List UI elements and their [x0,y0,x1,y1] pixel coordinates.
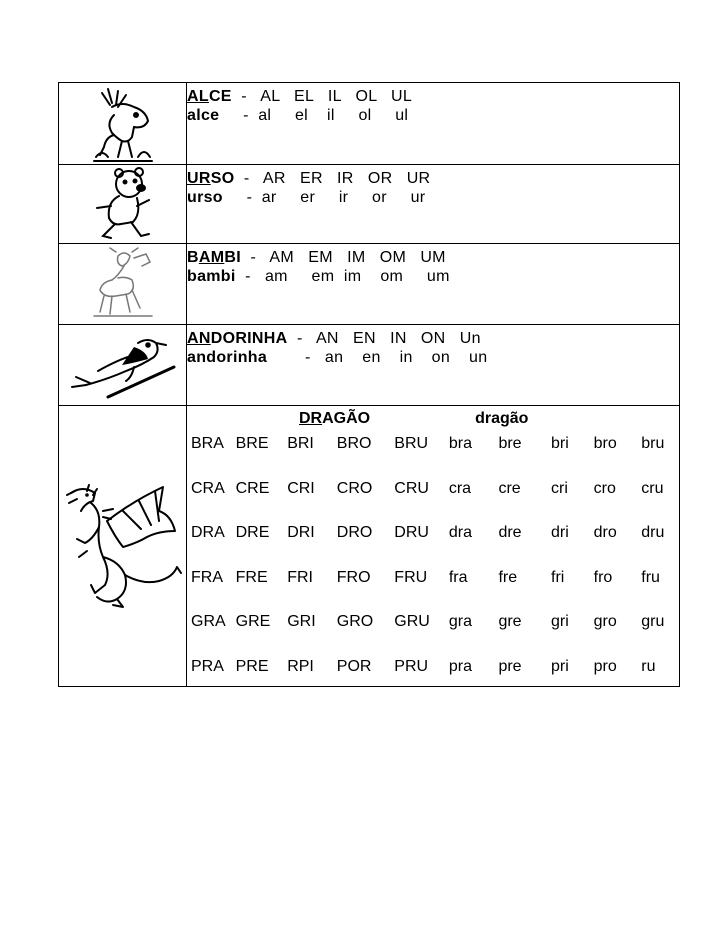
picture-cell [59,406,187,687]
syllable: DRI [287,524,315,541]
picture-cell [59,165,187,244]
uppercase-line [187,169,679,188]
word-lower: andorinha [187,349,268,366]
syllable: fre [498,568,518,586]
syllable: gri [551,613,569,630]
syllable: pra [448,657,472,675]
syllable: DRA [191,524,225,541]
syllable: BRE [235,435,269,452]
lowercase-line [187,348,679,367]
text-cell [187,406,680,687]
picture-cell [59,83,187,165]
lowercase-line [187,106,679,125]
word-rest: SO [210,170,235,187]
syllable: GRI [287,613,316,630]
syllable: DRU [394,524,429,541]
syllable: DRO [336,524,373,541]
syllable: cre [498,479,521,497]
text-cell [187,244,680,325]
syllable: BRA [191,435,224,452]
syllable-list: - AM EM IM OM UM [240,249,446,266]
lowercase-line [187,267,679,286]
uppercase-line [187,329,679,348]
syllable: CRA [191,479,225,497]
syllable-worksheet-table [58,82,680,687]
syllable-list: - AL EL IL OL UL [231,88,413,105]
worksheet-row-alce [59,83,680,165]
picture-cell [59,325,187,406]
worksheet-row-urso [59,165,680,244]
syllable: cra [448,479,472,497]
word-lower: alce [187,107,220,124]
syllable: bra [448,435,472,452]
syllable-list-lower: - al el il ol ul [219,107,409,124]
syllable: GRA [191,613,226,630]
syllable-list-lower: - ar er ir or ur [222,189,426,206]
word-lower: bambi [187,268,236,285]
syllable: gro [593,613,617,630]
bear-icon [87,166,159,242]
syllable: pro [593,657,617,675]
syllable: PRU [394,657,429,675]
text-cell [187,83,680,165]
syllable: bre [498,435,522,452]
syllable: GRO [336,613,374,630]
syllable: gra [448,613,472,630]
syllable: FRO [336,568,371,586]
syllable: dra [448,524,472,541]
syllable-list-lower: - am em im om um [235,268,450,285]
syllable: CRO [336,479,373,497]
fawn-icon [88,246,158,322]
syllable: FRA [191,568,223,586]
word-rest: AGÃO [322,410,371,427]
syllable-row [191,611,671,633]
syllable: bri [551,435,569,452]
word-rest: DORINHA [210,330,288,347]
dragon-icon [63,481,183,611]
syllable: cru [641,479,664,497]
syllable: BRU [394,435,429,452]
worksheet-row-dragao [59,406,680,687]
word-lower: urso [187,189,223,206]
syllable: fra [448,568,468,586]
syllable-row [191,522,671,544]
worksheet-row-bambi [59,244,680,325]
syllable: gru [641,613,665,630]
key-letters: DR [299,410,323,427]
syllable: PRA [191,657,224,675]
word-rest: CE [208,88,232,105]
syllable: FRU [394,568,428,586]
syllable: FRE [235,568,268,586]
syllable: dro [593,524,617,541]
dragon-heading [191,408,671,430]
syllable: BRI [287,435,314,452]
syllable: gre [498,613,522,630]
syllable: GRU [394,613,430,630]
syllable: BRO [336,435,372,452]
syllable: bru [641,435,665,452]
heading-upper [299,408,370,430]
syllable: cri [551,479,568,497]
lowercase-line [187,188,679,207]
uppercase-line [187,248,679,267]
syllable: dre [498,524,522,541]
syllable: CRU [394,479,429,497]
syllable-row [191,567,671,589]
syllable: GRE [235,613,271,630]
syllable: fri [551,568,565,586]
word-prefix: B [187,249,199,266]
key-letters: AL [187,88,209,105]
syllable: fro [593,568,613,586]
syllable-list: - AN EN IN ON Un [287,330,481,347]
syllable: fru [641,568,660,586]
syllable: POR [336,657,372,675]
syllable-row [191,656,671,678]
text-cell [187,325,680,406]
syllable: cro [593,479,616,497]
heading-lower: dragão [475,410,529,427]
syllable: dru [641,524,665,541]
picture-cell [59,244,187,325]
syllable: ru [641,657,656,675]
key-letters: UR [187,170,211,187]
worksheet-row-andorinha [59,325,680,406]
uppercase-line [187,87,679,106]
syllable-row [191,478,671,500]
text-cell [187,165,680,244]
moose-icon [88,85,158,163]
syllable: dri [551,524,569,541]
key-letters: AM [198,249,225,266]
syllable: PRE [235,657,269,675]
key-letters: AN [187,330,211,347]
syllable: CRE [235,479,270,497]
syllable: CRI [287,479,315,497]
syllable-grid [191,433,671,678]
syllable: FRI [287,568,313,586]
syllable-row [191,433,671,455]
syllable-list: - AR ER IR OR UR [234,170,431,187]
syllable: pre [498,657,522,675]
syllable: bro [593,435,617,452]
syllable-list-lower: - an en in on un [267,349,488,366]
syllable: pri [551,657,569,675]
word-rest: BI [224,249,241,266]
syllable: RPI [287,657,314,675]
syllable: DRE [235,524,270,541]
swallow-icon [68,327,178,403]
